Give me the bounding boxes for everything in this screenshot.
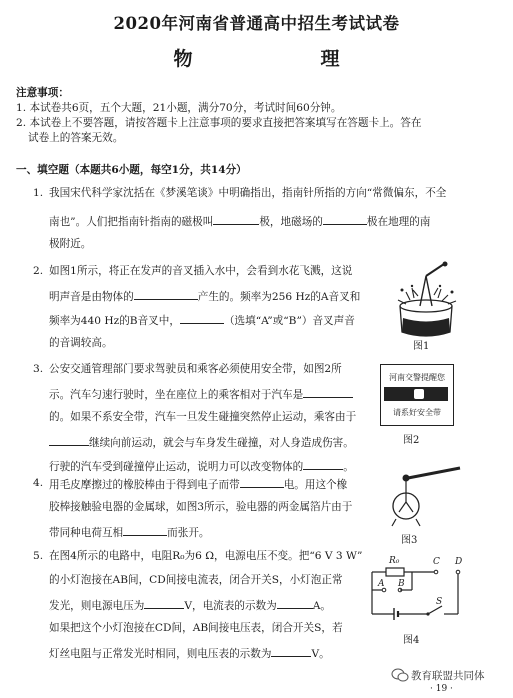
q4-text-a: 用毛皮摩擦过的橡胶棒由于得到电子而带 bbox=[49, 479, 240, 491]
label-r0: R₀ bbox=[389, 556, 400, 566]
q2-line-1: 如图1所示，将正在发声的音叉插入水中，会看到水花飞溅，这说 bbox=[49, 265, 353, 277]
q2-text-a: 明声音是由物体的 bbox=[49, 291, 134, 303]
q3-line-4 bbox=[49, 434, 354, 451]
q5-line-5 bbox=[49, 645, 330, 662]
q1-line-2 bbox=[49, 213, 430, 230]
q3-blank-1[interactable] bbox=[303, 386, 353, 398]
q3-line-1: 公安交通管理部门要求驾驶员和乘客必须使用安全带，如图2所 bbox=[49, 363, 342, 375]
figure-2-label: 图2 bbox=[403, 435, 420, 446]
q3-line-5 bbox=[49, 458, 354, 475]
q2-line-4: 的音调较高。 bbox=[49, 337, 113, 349]
notice-heading: 注意事项： bbox=[16, 87, 69, 99]
q1-blank-2[interactable] bbox=[323, 213, 367, 225]
sign-top-text: 河南交警提醒您 bbox=[389, 373, 445, 382]
q2-number: 2. bbox=[33, 265, 44, 277]
q2-text-d: （选填“A”或“B”）音叉声音 bbox=[223, 315, 355, 327]
q2-text-b: 产生的。频率为256 Hz的A音叉和 bbox=[197, 291, 361, 303]
q5-line-4: 如果把这个小灯泡接在CD间，AB间接电压表，闭合开关S，若 bbox=[49, 622, 343, 634]
label-c: C bbox=[433, 557, 440, 567]
wechat-icon bbox=[392, 668, 408, 682]
label-d: D bbox=[455, 557, 463, 567]
q2-line-3 bbox=[49, 312, 355, 329]
q4-number: 4. bbox=[33, 477, 44, 489]
q1-text-b: 极，地磁场的 bbox=[259, 216, 323, 228]
q1-text-c: 极在地理的南 bbox=[366, 216, 431, 228]
buckle-icon bbox=[414, 389, 424, 399]
resistor-r0 bbox=[386, 568, 404, 576]
q2-blank-1[interactable] bbox=[134, 288, 198, 300]
q3-number: 3. bbox=[33, 363, 44, 375]
subject-title: 物 理 bbox=[173, 48, 370, 70]
q1-text-a: 南也”。人们把指南针指南的磁极叫 bbox=[49, 216, 214, 228]
q4-line-2: 胶棒接触验电器的金属球，如图3所示，验电器的两金属箔片由于 bbox=[49, 501, 353, 513]
q1-line-3: 极附近。 bbox=[49, 238, 92, 250]
figure-3-label: 图3 bbox=[401, 535, 418, 546]
notice-item-1: 1. 本试卷共6页，五个大题，21小题，满分70分，考试时间60分钟。 bbox=[16, 102, 342, 114]
q3-text-a: 示。汽车匀速行驶时，坐在座位上的乘客相对于汽车是 bbox=[49, 389, 304, 401]
q5-blank-1[interactable] bbox=[144, 597, 184, 609]
page-number: · 19 · bbox=[430, 684, 453, 694]
label-a: A bbox=[378, 579, 385, 589]
switch-s bbox=[428, 606, 442, 614]
q5-number: 5. bbox=[33, 550, 44, 562]
notice-item-2-cont: 试卷上的答案无效。 bbox=[28, 132, 124, 144]
label-s: S bbox=[436, 597, 443, 607]
figure-1-tuning-fork bbox=[392, 262, 464, 338]
q5-line-1: 在图4所示的电路中，电阻R₀为6 Ω，电源电压不变。把“6 V 3 W” bbox=[49, 550, 363, 562]
q3-text-d: 。 bbox=[343, 461, 354, 473]
q1-blank-1[interactable] bbox=[213, 213, 259, 225]
q3-blank-3[interactable] bbox=[303, 458, 343, 470]
q3-blank-2[interactable] bbox=[49, 434, 89, 446]
figure-4-circuit bbox=[362, 552, 472, 628]
q4-blank-2[interactable] bbox=[123, 524, 167, 536]
q4-text-b: 电。用这个橡 bbox=[283, 479, 348, 491]
figure-3-electroscope bbox=[388, 466, 470, 528]
q2-blank-2[interactable] bbox=[180, 312, 224, 324]
q5-blank-3[interactable] bbox=[271, 645, 311, 657]
figure-4-label: 图4 bbox=[403, 635, 420, 646]
figure-2-sign bbox=[380, 364, 454, 426]
q1-number: 1. bbox=[33, 187, 44, 199]
q3-text-c: 行驶的汽车受到碰撞停止运动，说明力可以改变物体的 bbox=[49, 461, 304, 473]
q4-text-d: 而张开。 bbox=[167, 527, 210, 539]
q5-line-3 bbox=[49, 597, 331, 614]
q4-blank-1[interactable] bbox=[240, 476, 284, 488]
q5-blank-2[interactable] bbox=[277, 597, 313, 609]
q5-text-b: V，电流表的示数为 bbox=[184, 600, 277, 612]
watermark-text: 教育联盟共同体 bbox=[411, 670, 485, 682]
q4-line-3 bbox=[49, 524, 210, 541]
section-heading: 一、填空题（本题共6小题，每空1分，共14分） bbox=[16, 164, 247, 176]
q5-text-c: A。 bbox=[312, 600, 331, 612]
label-b: B bbox=[398, 579, 405, 589]
q5-line-2: 的小灯泡接在AB间，CD间接电流表，闭合开关S，小灯泡正常 bbox=[49, 574, 343, 586]
exam-title: 2020年河南省普通高中招生考试试卷 bbox=[113, 14, 400, 33]
figure-1-label: 图1 bbox=[413, 341, 430, 352]
notice-item-2: 2. 本试卷上不要答题，请按答题卡上注意事项的要求直接把答案填写在答题卡上。答在 bbox=[16, 117, 422, 129]
q5-text-d: 灯丝电阻与正常发光时相同，则电压表的示数为 bbox=[49, 648, 272, 660]
q3-line-2 bbox=[49, 386, 353, 403]
q2-line-2 bbox=[49, 288, 360, 305]
q1-line-1: 我国宋代科学家沈括在《梦溪笔谈》中明确指出，指南针所指的方向“常微偏东，不全 bbox=[49, 187, 447, 199]
q5-text-a: 发光，则电源电压为 bbox=[49, 600, 145, 612]
sign-seatbelt-graphic bbox=[384, 387, 448, 401]
q2-text-c: 频率为440 Hz的B音叉中， bbox=[49, 315, 180, 327]
q4-text-c: 带同种电荷互相 bbox=[49, 527, 124, 539]
sign-bottom-text: 请系好安全带 bbox=[393, 408, 441, 417]
q4-line-1 bbox=[49, 476, 347, 493]
q5-text-e: V。 bbox=[311, 648, 330, 660]
q3-text-b: 继续向前运动，就会与车身发生碰撞，对人身造成伤害。 bbox=[89, 437, 354, 449]
q3-line-3: 的。如果不系安全带，汽车一旦发生碰撞突然停止运动，乘客由于 bbox=[49, 411, 357, 423]
